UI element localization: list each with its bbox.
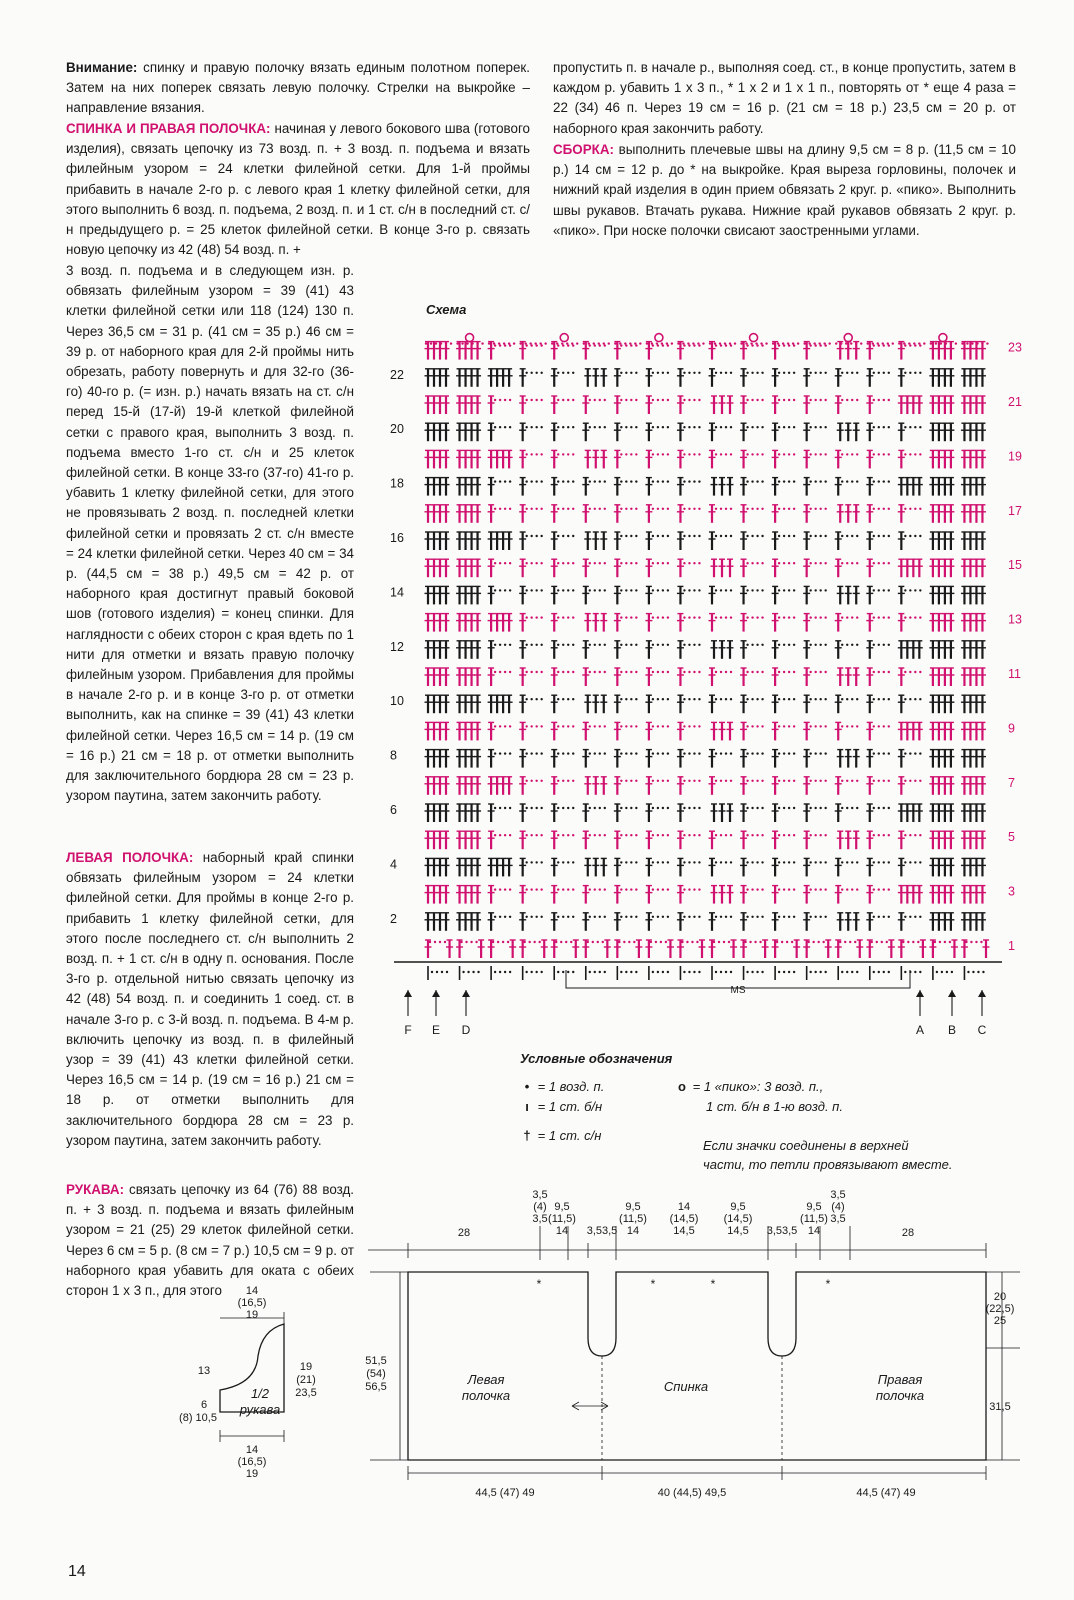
legend-picot-text-a: = 1 «пико»: 3 возд. п.,: [692, 1079, 824, 1094]
row-number-right: 15: [1008, 558, 1022, 573]
legend-sc-text: = 1 ст. б/н: [537, 1099, 603, 1114]
dim-e1: 14: [677, 1201, 691, 1213]
picot-mark: [844, 334, 852, 342]
back-right-front-text-b: 3 возд. п. подъема и в следующем изн. р. обвязать филейным узором = 39 (41) 43 клетки филейной сетки или 118 (124) 130 п. Через 36,5 см = 31 р. (41 см = 35 р.) 46 см = 39 р. от наборного края для 2-й проймы нить обрезать, работу повернуть и для 32-го (36-го) 40-го р. (= изн. р.) начать вязать на ст. с/н перед 15-й (17-й) 19-й клеткой филейной сетки с правого края, выполнить 3 возд. п. подъема вместо 1-го ст. с/н и 25 клеток филейной сетки. В конце 33-го (37-го) 41-го р. убавить 1 клетку филейной сетки, для этого не провязывать 2 возд. п. последней клетки филейной сетки и провязать 2 ст. с/н вместе = 24 клетки филейной сетки. Через 40 см = 34 р. (44,5 см = 38 р.) 49,5 см = 42 р. от наборного края достигнут правый боковой шов (готового изделия) = конец спинки. Для наглядности с обеих сторон с края вдеть по 1 нити для отметки и вязать правую полочку филейным узором. Прибавления для проймы в начале 2-го р. и в конце 3-го р. от отметки выполнить, как на спинке = 39 (41) 43 клетки филейной сетки. Через 16,5 см = 14 р. (19 см = 16 р.) 21 см = 18 р. от отметки выполнить для заключительного бордюра 28 см = 23 р. узором паутина, затем закончить работу.: [66, 263, 354, 804]
dim-d2: (11,5): [619, 1213, 647, 1225]
dim-r1: 20: [993, 1291, 1007, 1303]
chart-title: Схема: [426, 302, 467, 317]
legend-picot: [675, 1079, 823, 1094]
right-front-label-1: Правая: [877, 1372, 923, 1387]
dim-f1: 9,5: [730, 1201, 746, 1213]
dim-r2: (22,5): [985, 1303, 1015, 1315]
chart-row: [425, 777, 986, 795]
dim-l1: 51,5: [365, 1355, 387, 1367]
row-number-right: 1: [1008, 939, 1015, 953]
row-number-left: 8: [390, 748, 397, 763]
sleeve-bot-2: (16,5): [237, 1456, 267, 1468]
back-right-front-section-b: [66, 261, 354, 806]
legend-chain-text: = 1 возд. п.: [537, 1079, 605, 1094]
dim-b3: 14: [555, 1225, 569, 1237]
legend-note-1: [703, 1138, 909, 1153]
dim-l3: 56,5: [365, 1381, 387, 1393]
left-front-label-1: Левая: [467, 1372, 505, 1387]
chart-marker-label: F: [404, 1023, 412, 1037]
sleeve-bot-1: 14: [245, 1444, 259, 1456]
right-front-label-2: полочка: [875, 1388, 925, 1403]
chart-row: [425, 913, 986, 931]
dim-r4: 31,5: [989, 1401, 1011, 1413]
chart-row: [425, 668, 986, 686]
chart-row: [425, 695, 986, 713]
row-number-left: 20: [390, 422, 404, 437]
row-number-right: 13: [1008, 612, 1022, 627]
dimension-lines: [368, 1226, 1020, 1480]
chart-marker-label: A: [915, 1023, 925, 1037]
assembly-section: [553, 140, 1016, 241]
picot-mark: [466, 334, 474, 342]
chart-row: [425, 886, 986, 904]
chart-row: [425, 505, 986, 523]
left-front-label-2: полочка: [461, 1388, 511, 1403]
row-number-left: 16: [390, 531, 404, 545]
chart-marker-label: C: [977, 1023, 987, 1037]
row-number-left: 12: [390, 639, 404, 654]
row-number-right: 5: [1008, 830, 1015, 845]
svg-text:*: *: [710, 1277, 716, 1291]
sleeve-top-2: (16,5): [237, 1297, 267, 1309]
sleeve-r1: 19: [299, 1361, 313, 1373]
dot-icon: •: [524, 1079, 530, 1094]
sleeve-l2: (8) 10,5: [179, 1412, 217, 1424]
dim-neck-mid: 3,53,5: [586, 1225, 618, 1237]
dim-h3: 3,5: [830, 1213, 846, 1225]
sleeve-l1: 6: [200, 1399, 208, 1411]
row-number-left: 18: [390, 476, 404, 491]
dim-a1: 3,5: [532, 1189, 548, 1201]
sleeves-heading: РУКАВА:: [66, 1182, 125, 1197]
sleeve-13: 13: [197, 1365, 211, 1377]
dim-bottom-1: 44,5 (47) 49: [475, 1487, 535, 1499]
legend-chain: [520, 1079, 604, 1094]
chart-row: [425, 858, 986, 876]
dim-b1: 9,5: [554, 1201, 570, 1213]
sleeves-continued-text: пропустить п. в начале р., выполняя соед. ст., в конце пропустить, затем в каждом р. убавить 1 х 3 п., * 1 х 2 и 1 х 1 п., повторять от * еще 4 раза = 22 (34) 46 п. Через 19 см = 16 р. (21 см = 18 р.) 23,5 см = 20 р. от наборного края закончить работу.: [553, 60, 1016, 136]
dim-neck-mid-2: 3,53,5: [766, 1225, 798, 1237]
ring-icon: o: [678, 1079, 686, 1094]
row-number-right: 3: [1008, 884, 1015, 899]
assembly-heading: СБОРКА:: [553, 142, 614, 157]
dim-28-right: 28: [901, 1227, 915, 1239]
sleeve-bot-3: 19: [245, 1468, 259, 1480]
legend-picot-2: [706, 1099, 843, 1114]
dim-e3: 14,5: [673, 1225, 695, 1237]
row-number-right: 7: [1008, 775, 1015, 790]
row-number-right: 9: [1008, 721, 1015, 736]
back-right-front-text-a: начиная у левого бокового шва (готового изделия), связать цепочку из 73 возд. п. + 3 возд. п. подъема и вязать филейным узором = 24 клетки филейной сетки. Для 1-й проймы прибавить в начале 2-го р. с левого края 1 клетку филейной сетки, для этого выполнить 6 возд. п. подъема, 2 возд. п. и 1 ст. с/н в последний ст. с/н предыдущего р. = 25 клеток филейной сетки. В конце 3-го р. связать новую цепочку из 42 (48) 54 возд. п. +: [66, 121, 531, 258]
left-front-text: наборный край спинки обвязать филейным узором = 24 клетки филейной сетки. Для проймы в конце 2-го р. прибавить 1 клетку филейной сетки, для этого после последнего ст. с/н выполнить 2 возд. п. + 1 ст. с/н в одну п. основания. После 3-го р. отдельной нитью связать цепочку из 42 (48) 54 возд. п. и соединить 1 соед. ст. в начале 3-го р. с 3-й возд. п. подъема. В 4-м р. включить цепочку из возд. п. в филейный узор = 39 (41) 43 клетки филейной сетки. Через 16,5 см = 14 р. (19 см = 16 р.) 21 см = 18 р. от отметки выполнить для заключительного бордюра 28 см = 23 р. узором паутина, затем закончить работу.: [66, 850, 354, 1148]
legend-note-text-b: части, то петли провязывают вместе.: [703, 1157, 953, 1172]
chart-row: [425, 559, 986, 577]
seam-markers: [537, 1277, 831, 1291]
chart-row: [425, 831, 986, 849]
row-number-right: 21: [1008, 395, 1022, 409]
chart-marker-label: B: [947, 1023, 957, 1037]
picot-mark: [655, 334, 663, 342]
body-outline: [408, 1272, 986, 1460]
page-number: 14: [68, 1563, 86, 1580]
picot-mark: [939, 334, 947, 342]
row-number-left: 6: [390, 803, 397, 817]
sleeves-text: связать цепочку из 64 (76) 88 возд. п. + 3 возд. п. подъема и вязать филейным узором = 21 (25) 29 клеток филейной сетки. Через 6 см = 5 р. (8 см = 7 р.) 10,5 см = 9 р. от наборного края убавить для оката с обеих сторон 1 х 3 п., для этого: [66, 1182, 354, 1299]
crochet-chart: [390, 318, 1030, 1038]
row-number-right: 11: [1008, 667, 1021, 681]
row-number-right: 17: [1008, 503, 1022, 518]
chart-row: [425, 450, 986, 468]
row-number-left: 4: [390, 857, 397, 872]
svg-text:*: *: [536, 1277, 542, 1291]
row-number-left: 22: [390, 367, 404, 382]
back-right-front-section-a: [66, 119, 530, 260]
chart-row: [425, 940, 990, 958]
sleeves-continued: [553, 58, 1016, 139]
chart-row: [425, 423, 986, 441]
chart-foundation: [394, 962, 1002, 1037]
dim-b2: (11,5): [548, 1213, 576, 1225]
row-number-left: 14: [390, 585, 404, 600]
dim-e2: (14,5): [669, 1213, 699, 1225]
row-number-right: 23: [1008, 340, 1022, 355]
dim-h2: (4): [831, 1201, 845, 1213]
svg-text:*: *: [825, 1277, 831, 1291]
chart-row: [425, 586, 986, 604]
left-front-heading: ЛЕВАЯ ПОЛОЧКА:: [66, 850, 194, 865]
dim-g2: (11,5): [800, 1213, 828, 1225]
sleeve-label-1: 1/2: [250, 1386, 270, 1401]
chart-marker-label: D: [461, 1023, 471, 1037]
sleeve-label-2: рукава: [239, 1402, 281, 1417]
back-right-front-heading: СПИНКА И ПРАВАЯ ПОЛОЧКА:: [66, 121, 271, 136]
chart-row: [425, 614, 986, 632]
dim-r3: 25: [993, 1315, 1007, 1327]
row-number-right: 19: [1008, 449, 1022, 464]
legend-note-text-a: Если значки соединены в верхней: [703, 1138, 909, 1153]
dim-bottom-2: 40 (44,5) 49,5: [657, 1487, 727, 1499]
left-front-section: [66, 848, 354, 1151]
chart-stitch-grid: [425, 334, 990, 958]
chart-row: [425, 750, 986, 768]
chart-row: [425, 396, 986, 414]
sleeve-outline: [220, 1312, 284, 1442]
dim-a3: 3,5: [532, 1213, 548, 1225]
dim-f2: (14,5): [723, 1213, 753, 1225]
dim-d1: 9,5: [625, 1201, 641, 1213]
dim-g1: 9,5: [806, 1201, 822, 1213]
dim-g3: 14: [807, 1225, 821, 1237]
chart-row: [425, 722, 986, 740]
legend-dc: [520, 1128, 601, 1143]
legend-note-2: [703, 1157, 953, 1172]
back-label: Спинка: [663, 1379, 709, 1394]
attention-label: Внимание:: [66, 60, 138, 75]
svg-text:*: *: [650, 1277, 656, 1291]
legend-picot-text-b: 1 ст. б/н в 1-ю возд. п.: [706, 1099, 843, 1114]
picot-mark: [750, 334, 758, 342]
row-number-left: 2: [390, 911, 397, 926]
legend-sc: [520, 1099, 602, 1114]
ms-label: MS: [730, 985, 746, 996]
sleeve-r2: (21): [296, 1374, 316, 1386]
dim-l2: (54): [366, 1368, 386, 1380]
picot-mark: [560, 334, 568, 342]
assembly-text: выполнить плечевые швы на длину 9,5 см = 8 р. (11,5 см = 10 р.) 14 см = 12 р. до * на выкройке. Края выреза горловины, полочек и нижний край изделия в один прием обвязать 2 круг. р. «пико». Выполнить швы рукавов. Втачать рукава. Нижние край рукавов обвязать 2 круг. р. «пико». При носке полочки свисают заостренными углами.: [553, 142, 1016, 238]
dim-h1: 3,5: [830, 1189, 846, 1201]
legend-title: Условные обозначения: [520, 1051, 673, 1066]
chart-row: [425, 369, 986, 387]
sleeve-r3: 23,5: [295, 1387, 317, 1399]
chart-row: [425, 478, 986, 496]
dagger-icon: †: [523, 1128, 531, 1143]
chart-marker-label: E: [431, 1023, 441, 1037]
dim-bottom-3: 44,5 (47) 49: [856, 1487, 916, 1499]
dim-28-left: 28: [457, 1227, 471, 1239]
dim-a2: (4): [533, 1201, 547, 1213]
chart-row: [425, 804, 986, 822]
dim-f3: 14,5: [727, 1225, 749, 1237]
bar-icon: ı: [525, 1099, 529, 1114]
attention-text: спинку и правую полочку вязать единым полотном поперек. Затем на них поперек связать левую полочку. Стрелки на выкройке – направление вязания.: [66, 60, 530, 116]
dim-d3: 14: [626, 1225, 640, 1237]
chart-row-numbers: [390, 341, 1022, 953]
chart-row: [425, 641, 986, 659]
sleeve-top-3: 19: [245, 1309, 259, 1321]
legend-dc-text: = 1 ст. с/н: [537, 1128, 602, 1143]
instructions-intro: [66, 58, 530, 119]
sleeve-top-1: 14: [245, 1285, 259, 1297]
row-number-left: 10: [390, 694, 404, 709]
chart-row: [425, 532, 986, 550]
